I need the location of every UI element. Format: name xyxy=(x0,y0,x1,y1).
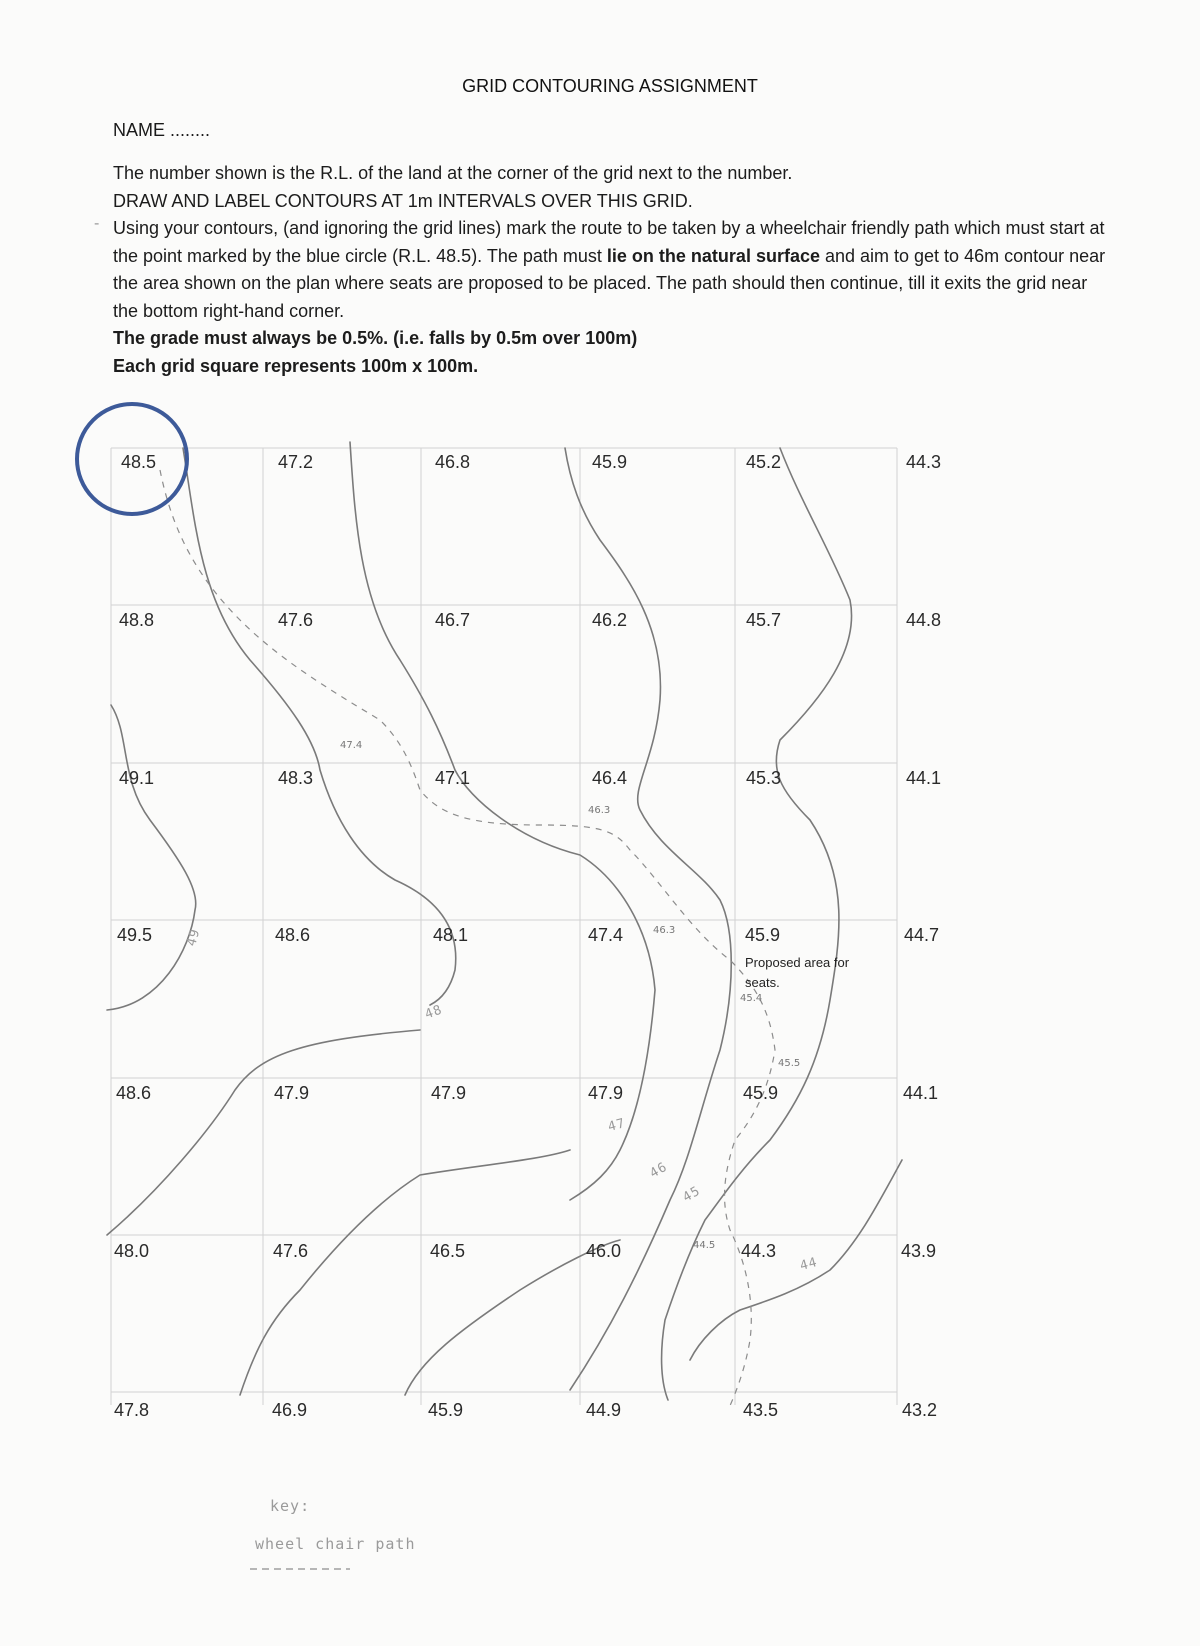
key-heading: key: xyxy=(270,1497,311,1515)
rl-value: 45.7 xyxy=(746,610,782,630)
name-field-line: NAME ........ xyxy=(113,120,211,140)
contour-48-upper xyxy=(183,448,456,1005)
grade-requirement: The grade must always be 0.5%. (i.e. falls by 0.5m over 100m) xyxy=(113,328,638,348)
rl-value: 43.9 xyxy=(901,1241,937,1261)
rl-value: 49.5 xyxy=(117,925,153,945)
page-title: GRID CONTOURING ASSIGNMENT xyxy=(462,76,758,96)
rl-value: 48.8 xyxy=(119,610,155,630)
seat-area-label: Proposed area for seats. xyxy=(745,955,850,990)
rl-value: 45.3 xyxy=(746,768,782,788)
rl-value: 48.0 xyxy=(114,1241,150,1261)
rl-value: 49.1 xyxy=(119,768,155,788)
rl-value: 48.5 xyxy=(121,452,157,472)
rl-value: 48.3 xyxy=(278,768,314,788)
rl-value: 46.9 xyxy=(272,1400,308,1420)
path-level-note: 46.3 xyxy=(588,805,611,816)
rl-value: 44.8 xyxy=(906,610,942,630)
rl-value: 44.3 xyxy=(906,452,942,472)
rl-value: 47.9 xyxy=(588,1083,624,1103)
rl-value: 48.1 xyxy=(433,925,469,945)
instruction-line-1: The number shown is the R.L. of the land at the corner of the grid next to the number. xyxy=(113,163,793,183)
task-text-2: and aim to get to 46m contour near the area shown on the plan where seats are proposed to be placed. The path should then continue, till it exits the grid near the bottom right-hand corner. xyxy=(113,245,1106,321)
rl-value: 45.9 xyxy=(745,925,781,945)
contour-label: 47 xyxy=(606,1115,628,1136)
contour-label: 48 xyxy=(422,1002,445,1023)
rl-value: 44.3 xyxy=(741,1241,777,1261)
contour-44 xyxy=(690,1160,902,1360)
path-level-note: 45.5 xyxy=(778,1058,801,1069)
rl-value: 43.5 xyxy=(743,1400,779,1420)
path-level-note: 45.4 xyxy=(740,993,763,1004)
rl-value: 45.9 xyxy=(428,1400,464,1420)
rl-value: 47.1 xyxy=(435,768,471,788)
bullet-mark: - xyxy=(94,215,100,232)
contour-label: 44 xyxy=(798,1254,820,1275)
rl-value: 46.8 xyxy=(435,452,471,472)
rl-value: 48.6 xyxy=(116,1083,152,1103)
rl-value: 43.2 xyxy=(902,1400,938,1420)
rl-value: 47.8 xyxy=(114,1400,150,1420)
rl-value: 46.7 xyxy=(435,610,471,630)
contour-49 xyxy=(107,705,196,1010)
rl-value: 47.4 xyxy=(588,925,624,945)
rl-value: 44.1 xyxy=(903,1083,939,1103)
rl-value: 46.2 xyxy=(592,610,628,630)
contour-label: 46 xyxy=(647,1159,671,1182)
task-text-bold: lie on the natural surface xyxy=(606,245,820,266)
key-text: wheel chair path xyxy=(255,1535,416,1553)
contour-lines xyxy=(107,442,902,1400)
grid-scale-note: Each grid square represents 100m x 100m. xyxy=(113,355,479,376)
rl-value: 45.9 xyxy=(592,452,628,472)
rl-value: 44.9 xyxy=(586,1400,622,1420)
rl-value: 44.7 xyxy=(904,925,940,945)
rl-value: 47.2 xyxy=(278,452,314,472)
rl-value: 47.6 xyxy=(278,610,314,630)
path-level-note: 46.3 xyxy=(653,925,676,936)
rl-value: 46.5 xyxy=(430,1241,466,1261)
contour-label: 49 xyxy=(184,927,204,948)
task-text-1: Using your contours, (and ignoring the grid lines) mark the route to be taken by a wheelchair friendly path which must start at the point marked by the blue circle (R.L. 48.5). The path must xyxy=(113,218,1105,266)
contour-46-lower xyxy=(405,1240,620,1395)
rl-value: 44.1 xyxy=(906,768,942,788)
contour-47-lower xyxy=(240,1150,570,1395)
rl-value: 46.4 xyxy=(592,768,628,788)
path-level-note: 47.4 xyxy=(340,740,363,751)
rl-value: 45.9 xyxy=(743,1083,779,1103)
contour-label: 45 xyxy=(680,1183,704,1206)
rl-value: 48.6 xyxy=(275,925,311,945)
rl-value: 45.2 xyxy=(746,452,782,472)
instruction-line-2: DRAW AND LABEL CONTOURS AT 1m INTERVALS OVER THIS GRID. xyxy=(113,190,693,211)
rl-value: 47.9 xyxy=(431,1083,467,1103)
rl-value: 47.6 xyxy=(273,1241,309,1261)
rl-value: 47.9 xyxy=(274,1083,310,1103)
rl-value: 46.0 xyxy=(586,1241,622,1261)
path-level-note: 44.5 xyxy=(693,1240,716,1251)
